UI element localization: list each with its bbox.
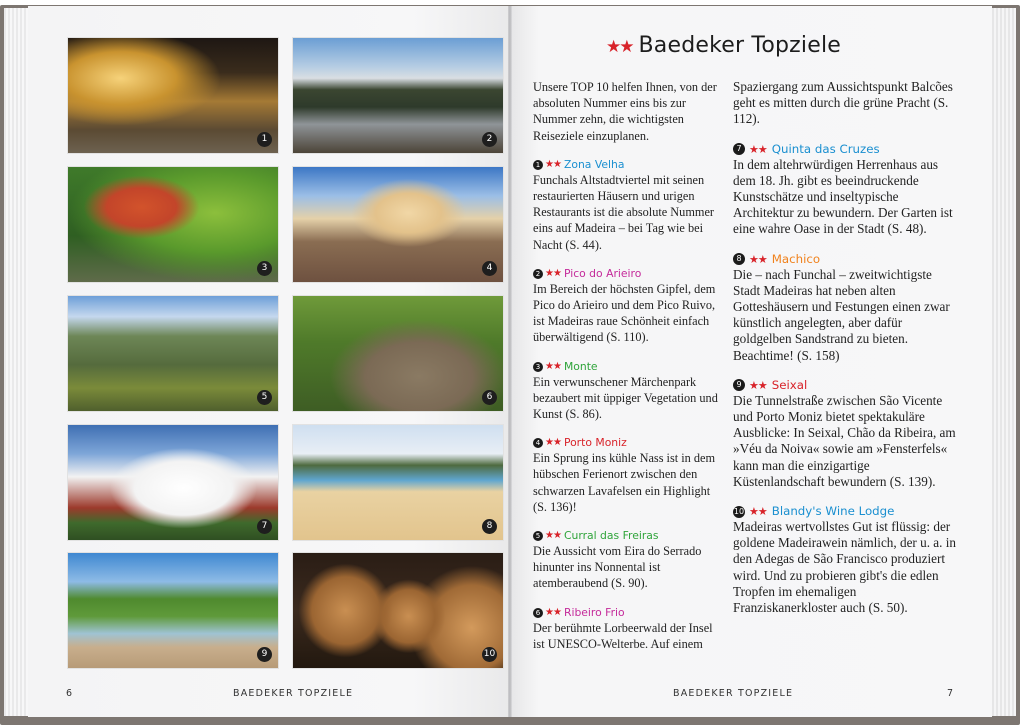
entry-description: Die Aussicht vom Eira do Serrado hinunter ins Nonnental ist atemberaubend (S. 90). — [533, 544, 702, 591]
running-footer-left: BAEDEKER TOPZIELE — [233, 688, 354, 699]
star-rating-icon: ★★ — [545, 360, 561, 372]
entry-description: Funchals Altstadtviertel mit seinen restaurierten Häusern und urigen Restaurants ist die absolute Nummer eins auf Madeira – bei Tag wie bei Nacht (S. 44). — [533, 172, 715, 252]
photo-number-badge: 1 — [257, 132, 272, 147]
number-badge-icon: 4 — [533, 438, 543, 448]
star-rating-icon: ★★ — [545, 530, 561, 542]
star-rating-icon: ★★ — [545, 606, 561, 618]
entry-title: Monte — [563, 359, 598, 373]
entry-title: Quinta das Cruzes — [771, 141, 880, 156]
entry-title: Zona Velha — [563, 157, 625, 171]
text-column-left — [533, 79, 723, 652]
topziel-entry-6-continued — [733, 79, 958, 128]
photo-machico — [292, 424, 504, 541]
photo-number-badge: 5 — [257, 390, 272, 405]
photo-pico-do-arieiro — [292, 37, 504, 154]
number-badge-icon: 3 — [533, 362, 543, 372]
page-number-left: 6 — [66, 688, 74, 699]
entry-description: Die – nach Funchal – zweitwichtigste Stadt Madeiras hat neben alten Gotteshäusern und Festungen einen zwar künstlich angelegten, aber dafür goldgelben Sandstrand zu bieten. Beachtime! (S. 158) — [733, 266, 950, 363]
entry-description-part2: Spaziergang zum Aussichtspunkt Balcões geht es mitten durch die grüne Pracht (S. 112). — [733, 79, 953, 127]
star-rating-icon: ★★ — [749, 142, 767, 156]
entry-description-part1: Der berühmte Lorbeerwald der Insel ist UNESCO-Welterbe. Auf einem — [533, 620, 713, 651]
photo-ribeiro-frio — [292, 295, 504, 412]
entry-description: Die Tunnelstraße zwischen São Vicente und Porto Moniz bietet spektakuläre Ausblicke: In Seixal, Chão da Ribeira, am »Véu da Noiva« sowie am »Fensterfels« kann man die einzigartige Küstenlandschaft bewundern (S. 139). — [733, 392, 956, 489]
photo-number-badge: 7 — [257, 519, 272, 534]
number-badge-icon: 7 — [733, 143, 745, 155]
topziel-entry-6 — [533, 606, 723, 652]
photo-number-badge: 2 — [482, 132, 497, 147]
number-badge-icon: 5 — [533, 531, 543, 541]
photo-monte — [67, 166, 279, 283]
photo-quinta-das-cruzes — [67, 424, 279, 541]
star-rating-icon: ★★ — [545, 158, 561, 170]
entry-description: Madeiras wertvollstes Gut ist flüssig: der goldene Madeirawein nämlich, der u. a. in den Adegas de São Francisco produziert wird. Und zu probieren gibt's die edlen Tropfen im ehemaligen Franziskanerkloster auch (S. 50). — [733, 519, 957, 616]
entry-description: Ein verwunschener Märchenpark bezaubert mit üppiger Vegetation und Kunst (S. 86). — [533, 374, 718, 422]
number-badge-icon: 6 — [533, 608, 543, 618]
page-title-text: Baedeker Topziele — [638, 33, 841, 58]
photo-blandys-wine-lodge — [292, 552, 504, 669]
entry-title: Ribeiro Frio — [563, 605, 625, 619]
topziel-entry-4 — [533, 436, 723, 515]
topziel-entry-8 — [733, 252, 958, 364]
topziel-entry-7 — [733, 142, 958, 238]
topziel-entry-2 — [533, 267, 723, 346]
entry-title: Blandy's Wine Lodge — [771, 504, 895, 519]
photo-number-badge: 4 — [482, 261, 497, 276]
entry-title: Porto Moniz — [563, 436, 627, 450]
entry-description: Ein Sprung ins kühle Nass ist in dem hübschen Ferienort zwischen den schwarzen Lavafelsen ein Highlight (S. 136)! — [533, 451, 716, 514]
photo-zona-velha — [67, 37, 279, 154]
photo-seixal — [67, 552, 279, 669]
star-rating-icon: ★★ — [749, 252, 767, 266]
book-gutter — [508, 6, 512, 717]
topziel-entry-1 — [533, 158, 723, 253]
topziel-entry-5 — [533, 529, 723, 592]
intro-paragraph: Unsere TOP 10 helfen Ihnen, von der absoluten Nummer eins bis zur Nummer zehn, die wichtigsten Reiseziele einzuplanen. — [533, 80, 717, 143]
entry-title: Curral das Freiras — [563, 529, 659, 543]
number-badge-icon: 9 — [733, 379, 745, 391]
number-badge-icon: 2 — [533, 269, 543, 279]
star-rating-icon: ★★ — [749, 505, 767, 519]
page-number-right: 7 — [947, 688, 955, 699]
star-rating-icon: ★★ — [749, 378, 767, 392]
photo-curral-das-freiras — [67, 295, 279, 412]
topziel-entry-10 — [733, 504, 958, 616]
photo-porto-moniz — [292, 166, 504, 283]
entry-description: Im Bereich der höchsten Gipfel, dem Pico do Arieiro und dem Pico Ruivo, ist Madeiras raue Schönheit einfach überwältigend (S. 110). — [533, 281, 716, 345]
star-rating-icon: ★★ — [545, 437, 561, 449]
topziel-entry-9 — [733, 378, 958, 490]
number-badge-icon: 10 — [733, 506, 745, 516]
photo-number-badge: 8 — [482, 519, 497, 534]
photo-number-badge: 3 — [257, 261, 272, 276]
topziel-entry-3 — [533, 360, 723, 423]
star-rating-icon: ★★ — [545, 267, 561, 279]
running-footer-right: BAEDEKER TOPZIELE — [673, 688, 794, 699]
text-column-right — [733, 79, 958, 630]
page-title — [606, 33, 841, 58]
star-rating-icon: ★★ — [606, 37, 633, 57]
entry-title: Seixal — [771, 377, 808, 392]
entry-description: In dem altehrwürdigen Herrenhaus aus dem 18. Jh. gibt es beeindruckende Kunstschätze und inseltypische Architektur zu bewundern. Der Garten ist eine wahre Oase in der Stadt (S. 48). — [733, 156, 953, 237]
number-badge-icon: 8 — [733, 253, 745, 265]
entry-title: Pico do Arieiro — [563, 266, 642, 280]
page-edge-right — [990, 8, 1016, 716]
number-badge-icon: 1 — [533, 160, 543, 170]
photo-number-badge: 10 — [482, 647, 497, 662]
entry-title: Machico — [771, 251, 821, 266]
photo-number-badge: 6 — [482, 390, 497, 405]
photo-number-badge: 9 — [257, 647, 272, 662]
